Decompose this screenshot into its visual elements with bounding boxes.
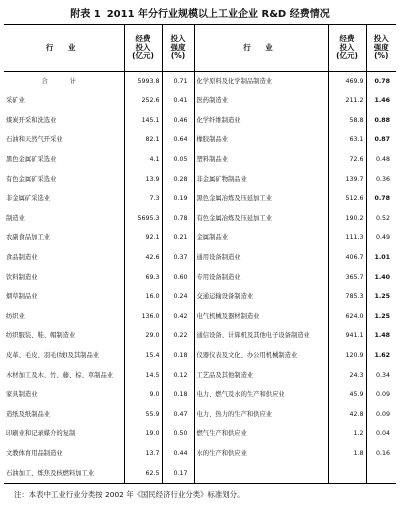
intensity-value: 0.04 <box>366 425 396 445</box>
header-intensity-line: (%) <box>170 51 186 61</box>
investment-value: 58.8 <box>328 111 366 131</box>
investment-value: 136.0 <box>124 307 162 327</box>
intensity-value <box>366 464 396 484</box>
investment-value: 1.2 <box>328 425 366 445</box>
investment-value: 512.6 <box>328 190 366 210</box>
intensity-value: 0.09 <box>366 405 396 425</box>
industry-name: 食品制造业 <box>6 253 38 261</box>
intensity-value: 0.44 <box>162 444 194 464</box>
header-investment-right <box>328 25 366 72</box>
industry-name: 采矿业 <box>6 97 25 105</box>
investment-value <box>328 464 366 484</box>
industry-name: 石油和天然气开采业 <box>6 136 63 144</box>
investment-value: 92.1 <box>124 229 162 249</box>
intensity-value: 0.78 <box>366 190 396 210</box>
intensity-value: 0.22 <box>162 327 194 347</box>
intensity-value: 0.16 <box>366 444 396 464</box>
industry-name: 有色金属矿采选业 <box>6 175 57 183</box>
industry-name: 金属制品业 <box>194 229 328 249</box>
investment-value: 69.3 <box>124 268 162 288</box>
intensity-value: 0.28 <box>162 170 194 190</box>
investment-value: 9.0 <box>124 386 162 406</box>
table-row <box>4 92 396 112</box>
header-investment-line: 经费 <box>135 34 151 44</box>
header-industry-left: 行 业 <box>4 25 124 72</box>
investment-value: 941.1 <box>328 327 366 347</box>
intensity-value: 1.40 <box>366 268 396 288</box>
intensity-value: 0.47 <box>162 405 194 425</box>
industry-name: 木材加工及木、竹、藤、棕、草制品业 <box>6 371 114 379</box>
investment-value: 139.7 <box>328 170 366 190</box>
header-investment-line: (亿元) <box>132 51 154 61</box>
intensity-value: 0.09 <box>366 386 396 406</box>
intensity-value: 0.78 <box>366 72 396 92</box>
table-row <box>4 346 396 366</box>
intensity-value: 0.18 <box>162 386 194 406</box>
investment-value: 469.9 <box>328 72 366 92</box>
investment-value: 14.5 <box>124 366 162 386</box>
table-row <box>4 131 396 151</box>
table-row <box>4 288 396 308</box>
table-row <box>4 405 396 425</box>
investment-value: 15.4 <box>124 346 162 366</box>
industry-name: 电力、热力的生产和供应业 <box>194 405 328 425</box>
table-row <box>4 327 396 347</box>
industry-name: 非金属矿采选业 <box>6 195 51 203</box>
industry-name: 电力、燃气及水的生产和供应业 <box>194 386 328 406</box>
table-row <box>4 111 396 131</box>
industry-name: 饮料制造业 <box>6 273 38 281</box>
investment-value: 24.3 <box>328 366 366 386</box>
header-intensity-line: (%) <box>374 51 389 61</box>
industry-name <box>194 464 328 484</box>
table-row <box>4 268 396 288</box>
header-investment-line: 投入 <box>135 42 151 52</box>
industry-name: 专用设备制造业 <box>194 268 328 288</box>
investment-value: 190.2 <box>328 209 366 229</box>
industry-name: 烟草制品业 <box>6 293 38 301</box>
investment-value: 7.3 <box>124 190 162 210</box>
industry-name: 制造业 <box>6 214 25 222</box>
intensity-value: 0.78 <box>162 209 194 229</box>
industry-name: 电气机械及器材制造业 <box>194 307 328 327</box>
industry-name: 化学原料及化学制品制造业 <box>194 72 328 92</box>
industry-name: 仪器仪表及文化、办公用机械制造业 <box>194 346 328 366</box>
industry-name: 造纸及纸制品业 <box>6 410 51 418</box>
industry-name: 交通运输设备制造业 <box>194 288 328 308</box>
investment-value: 120.9 <box>328 346 366 366</box>
industry-name: 医药制造业 <box>194 92 328 112</box>
intensity-value: 0.71 <box>162 72 194 92</box>
investment-value: 55.9 <box>124 405 162 425</box>
intensity-value: 1.25 <box>366 288 396 308</box>
investment-value: 5993.8 <box>124 72 162 92</box>
intensity-value: 0.41 <box>162 92 194 112</box>
industry-name: 燃气生产和供应业 <box>194 425 328 445</box>
investment-value: 42.8 <box>328 405 366 425</box>
investment-value: 1.8 <box>328 444 366 464</box>
intensity-value: 0.48 <box>366 150 396 170</box>
header-intensity-line: 投入 <box>373 34 389 44</box>
header-investment-left <box>124 25 162 72</box>
table-row <box>4 170 396 190</box>
intensity-value: 1.01 <box>366 248 396 268</box>
intensity-value: 0.46 <box>162 111 194 131</box>
industry-name: 煤炭开采和洗选业 <box>6 116 57 124</box>
investment-value: 29.0 <box>124 327 162 347</box>
table-row <box>4 307 396 327</box>
industry-name: 石油加工、炼焦及核燃料加工业 <box>4 464 124 484</box>
industry-name: 工艺品及其他制造业 <box>194 366 328 386</box>
intensity-value: 0.64 <box>162 131 194 151</box>
table-row <box>4 248 396 268</box>
intensity-value: 0.05 <box>162 150 194 170</box>
investment-value: 45.9 <box>328 386 366 406</box>
header-investment-line: 经费 <box>339 34 355 44</box>
table-row <box>4 464 396 484</box>
header-intensity-line: 强度 <box>170 42 186 52</box>
header-row <box>4 25 396 72</box>
investment-value: 13.7 <box>124 444 162 464</box>
investment-value: 111.3 <box>328 229 366 249</box>
intensity-value: 0.17 <box>162 464 194 484</box>
industry-name: 纺织业 <box>6 312 25 320</box>
table-row <box>4 366 396 386</box>
rd-expenditure-table <box>4 24 396 484</box>
intensity-value: 0.34 <box>366 366 396 386</box>
investment-value: 5695.3 <box>124 209 162 229</box>
intensity-value: 0.49 <box>366 229 396 249</box>
investment-value: 62.5 <box>124 464 162 484</box>
intensity-value: 1.62 <box>366 346 396 366</box>
investment-value: 785.3 <box>328 288 366 308</box>
industry-name: 文教体育用品制造业 <box>6 449 63 457</box>
intensity-value: 1.46 <box>366 92 396 112</box>
industry-name: 塑料制品业 <box>194 150 328 170</box>
header-investment-line: (亿元) <box>336 51 358 61</box>
header-investment-line: 投入 <box>339 42 355 52</box>
intensity-value: 0.88 <box>366 111 396 131</box>
investment-value: 63.1 <box>328 131 366 151</box>
investment-value: 19.0 <box>124 425 162 445</box>
investment-value: 72.6 <box>328 150 366 170</box>
industry-name: 家具制造业 <box>6 391 38 399</box>
intensity-value: 0.87 <box>366 131 396 151</box>
header-industry-right: 行 业 <box>194 25 328 72</box>
table-row <box>4 425 396 445</box>
table-row <box>4 150 396 170</box>
intensity-value: 0.60 <box>162 268 194 288</box>
industry-name: 水的生产和供应业 <box>194 444 328 464</box>
intensity-value: 1.48 <box>366 327 396 347</box>
table-footnote: 注：本表中工业行业分类按 2002 年《国民经济行业分类》标准划分。 <box>14 490 245 499</box>
intensity-value: 1.25 <box>366 307 396 327</box>
investment-value: 145.1 <box>124 111 162 131</box>
investment-value: 252.6 <box>124 92 162 112</box>
investment-value: 624.0 <box>328 307 366 327</box>
intensity-value: 0.36 <box>366 170 396 190</box>
table-row <box>4 190 396 210</box>
table-title <box>0 5 400 20</box>
industry-name: 印刷业和记录媒介的复制 <box>6 430 76 438</box>
industry-name: 农副食品加工业 <box>6 234 51 242</box>
intensity-value: 0.50 <box>162 425 194 445</box>
industry-name: 合 计 <box>41 77 87 85</box>
table-caption: 2011 年分行业规模以上工业企业 R&D 经费情况 <box>106 9 330 20</box>
investment-value: 211.2 <box>328 92 366 112</box>
investment-value: 13.9 <box>124 170 162 190</box>
investment-value: 16.0 <box>124 288 162 308</box>
intensity-value: 0.18 <box>162 346 194 366</box>
table-row <box>4 72 396 92</box>
intensity-value: 0.42 <box>162 307 194 327</box>
industry-name: 通信设备、计算机及其他电子设备制造业 <box>194 327 328 347</box>
intensity-value: 0.21 <box>162 229 194 249</box>
industry-name: 通用设备制造业 <box>194 248 328 268</box>
investment-value: 406.7 <box>328 248 366 268</box>
investment-value: 42.6 <box>124 248 162 268</box>
header-intensity-line: 强度 <box>373 42 389 52</box>
table-row <box>4 386 396 406</box>
investment-value: 4.1 <box>124 150 162 170</box>
intensity-value: 0.37 <box>162 248 194 268</box>
industry-name: 橡胶制品业 <box>194 131 328 151</box>
table-number: 附表 1 <box>70 9 101 20</box>
table-row <box>4 209 396 229</box>
header-intensity-line: 投入 <box>170 34 186 44</box>
intensity-value: 0.52 <box>366 209 396 229</box>
industry-name: 黑色金属冶炼及压延加工业 <box>194 190 328 210</box>
industry-name: 非金属矿物制品业 <box>194 170 328 190</box>
industry-name: 有色金属冶炼及压延加工业 <box>194 209 328 229</box>
header-intensity-right <box>366 25 396 72</box>
header-intensity-left <box>162 25 194 72</box>
table-row <box>4 229 396 249</box>
industry-name: 纺织服装、鞋、帽制造业 <box>6 332 76 340</box>
intensity-value: 0.19 <box>162 190 194 210</box>
industry-name: 皮革、毛皮、羽毛(绒)及其制品业 <box>6 351 100 359</box>
table-row <box>4 444 396 464</box>
investment-value: 365.7 <box>328 268 366 288</box>
industry-name: 化学纤维制造业 <box>194 111 328 131</box>
intensity-value: 0.24 <box>162 288 194 308</box>
investment-value: 82.1 <box>124 131 162 151</box>
industry-name: 黑色金属矿采选业 <box>6 156 57 164</box>
intensity-value: 0.12 <box>162 366 194 386</box>
